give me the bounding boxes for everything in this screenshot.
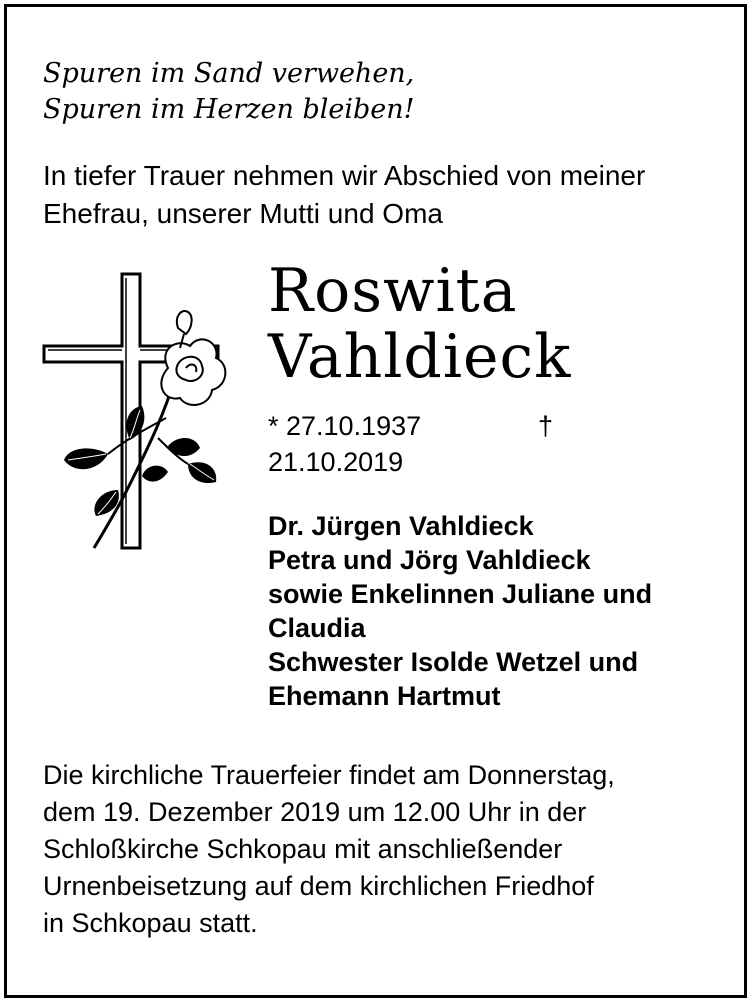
closing-line: Die kirchliche Trauerfeier findet am Donnerstag, [43,760,615,790]
intro-line-1: In tiefer Trauer nehmen wir Abschied von meiner [43,160,646,191]
death-date: 21.10.2019 [268,447,404,477]
mourner-line: Claudia [268,613,366,643]
first-name: Roswita [268,256,518,326]
closing-line: Urnenbeisetzung auf dem kirchlichen Friedhof [43,871,594,901]
intro-text [43,157,723,233]
dagger-icon: † [538,411,554,441]
life-dates [268,408,708,480]
motto [43,56,703,128]
mourner-line: Dr. Jürgen Vahldieck [268,511,534,541]
motto-line-2: Spuren im Herzen bleiben! [43,94,415,125]
mourner-line: sowie Enkelinnen Juliane und [268,579,653,609]
closing-line: dem 19. Dezember 2019 um 12.00 Uhr in der [43,797,587,827]
mourners-list [268,509,708,713]
deceased-name [268,258,728,390]
motto-line-1: Spuren im Sand verwehen, [43,58,415,89]
birth-date: * 27.10.1937 [268,411,422,441]
mourner-line: Ehemann Hartmut [268,681,501,711]
intro-line-2: Ehefrau, unserer Mutti und Oma [43,198,443,229]
mourner-line: Schwester Isolde Wetzel und [268,647,639,677]
last-name: Vahldieck [268,322,572,392]
cross-with-rose-icon [38,268,228,558]
funeral-details [43,757,733,942]
closing-line: in Schkopau statt. [43,908,258,938]
mourner-line: Petra und Jörg Vahldieck [268,545,591,575]
closing-line: Schloßkirche Schkopau mit anschließender [43,834,563,864]
